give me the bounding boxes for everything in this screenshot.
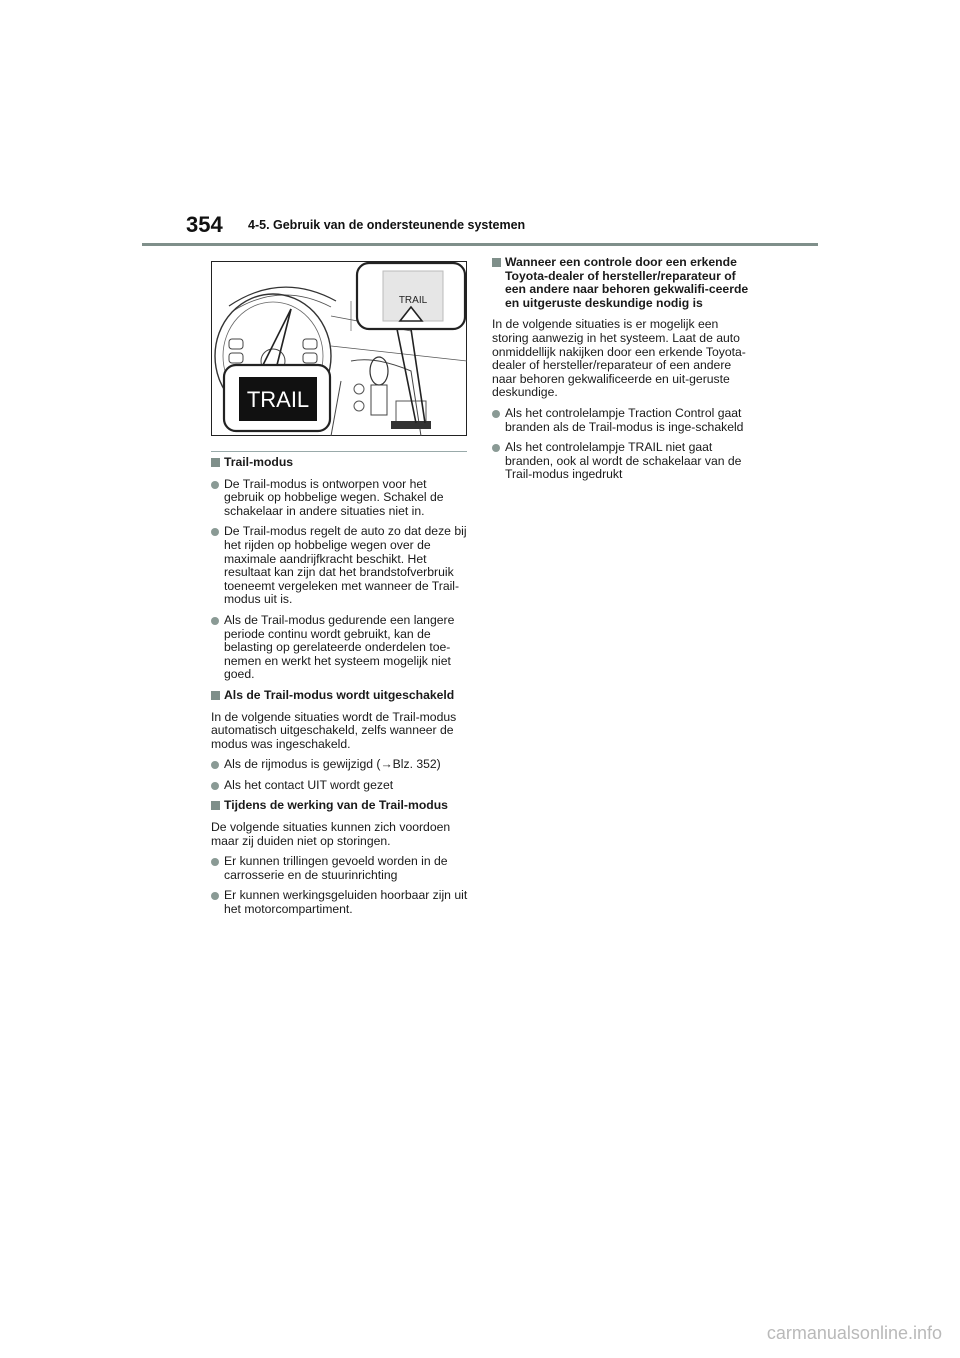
- circle-bullet-icon: [211, 892, 219, 900]
- list-item: Er kunnen werkingsgeluiden hoorbaar zijn uit het motorcompartiment.: [211, 889, 469, 916]
- heading-trail-mode-off: Als de Trail-modus wordt uitgeschakeld: [211, 689, 469, 703]
- paragraph: De volgende situaties kunnen zich voordoen maar zij duiden niet op storingen.: [211, 820, 451, 848]
- page-number: 354: [186, 212, 223, 237]
- list-item: De Trail-modus regelt de auto zo dat deze bij het rijden op hobbelige wegen over de maximale aandrijfkracht beschikt. Het resultaat kan zijn dat het brandstofverbruik toeneemt vergeleken met wanneer de Trail-modus uit is.: [211, 525, 469, 607]
- watermark: carmanualsonline.info: [766, 1323, 942, 1343]
- large-trail-label: TRAIL: [246, 387, 310, 412]
- circle-bullet-icon: [211, 481, 219, 489]
- list-item: Als de Trail-modus gedurende een langere periode continu wordt gebruikt, kan de belasting op gerelateerde onderdelen toe-nemen en werkt het systeem mogelijk niet goed.: [211, 614, 469, 682]
- square-bullet-icon: [211, 801, 220, 810]
- left-column: [211, 456, 469, 924]
- list-item: Er kunnen trillingen gevoeld worden in de carrosserie en de stuurinrichting: [211, 855, 469, 882]
- circle-bullet-icon: [211, 761, 219, 769]
- paragraph: In de volgende situaties is er mogelijk een storing aanwezig in het systeem. Laat de auto onmiddellijk nakijken door een erkende Toyota-dealer of hersteller/reparateur of een andere naar behoren gekwalificeerde en uit-geruste deskundige.: [492, 317, 746, 400]
- circle-bullet-icon: [211, 617, 219, 625]
- list-item: Als de rijmodus is gewijzigd (→Blz. 352): [211, 758, 469, 772]
- small-trail-label: TRAIL: [398, 295, 428, 306]
- circle-bullet-icon: [211, 858, 219, 866]
- circle-bullet-icon: [211, 528, 219, 536]
- square-bullet-icon: [211, 458, 220, 467]
- paragraph: In de volgende situaties wordt de Trail-modus automatisch uitgeschakeld, zelfs wanneer de modus was ingeschakeld.: [211, 709, 457, 751]
- trail-switch-illustration: [211, 261, 467, 436]
- heading-trail-mode: Trail-modus: [211, 456, 469, 470]
- right-column: [492, 256, 750, 489]
- heading-during-operation: Tijdens de werking van de Trail-modus: [211, 799, 469, 813]
- heading-dealer-check: Wanneer een controle door een erkende Toyota-dealer of hersteller/reparateur of een andere naar behoren gekwalifi-ceerde en uitgeruste deskundige nodig is: [492, 256, 750, 310]
- list-item: Als het contact UIT wordt gezet: [211, 779, 469, 793]
- header-rule: [142, 243, 818, 246]
- section-title: 4-5. Gebruik van de ondersteunende systemen: [248, 218, 526, 232]
- circle-bullet-icon: [211, 782, 219, 790]
- figure-rule: [211, 451, 467, 452]
- square-bullet-icon: [211, 691, 220, 700]
- list-item: Als het controlelampje Traction Control gaat branden als de Trail-modus is inge-schakeld: [492, 407, 750, 434]
- list-item: De Trail-modus is ontworpen voor het gebruik op hobbelige wegen. Schakel de schakelaar in andere situaties niet in.: [211, 478, 469, 519]
- square-bullet-icon: [492, 258, 501, 267]
- list-item: Als het controlelampje TRAIL niet gaat branden, ook al wordt de schakelaar van de Trail-modus ingedrukt: [492, 441, 750, 482]
- circle-bullet-icon: [492, 444, 500, 452]
- circle-bullet-icon: [492, 410, 500, 418]
